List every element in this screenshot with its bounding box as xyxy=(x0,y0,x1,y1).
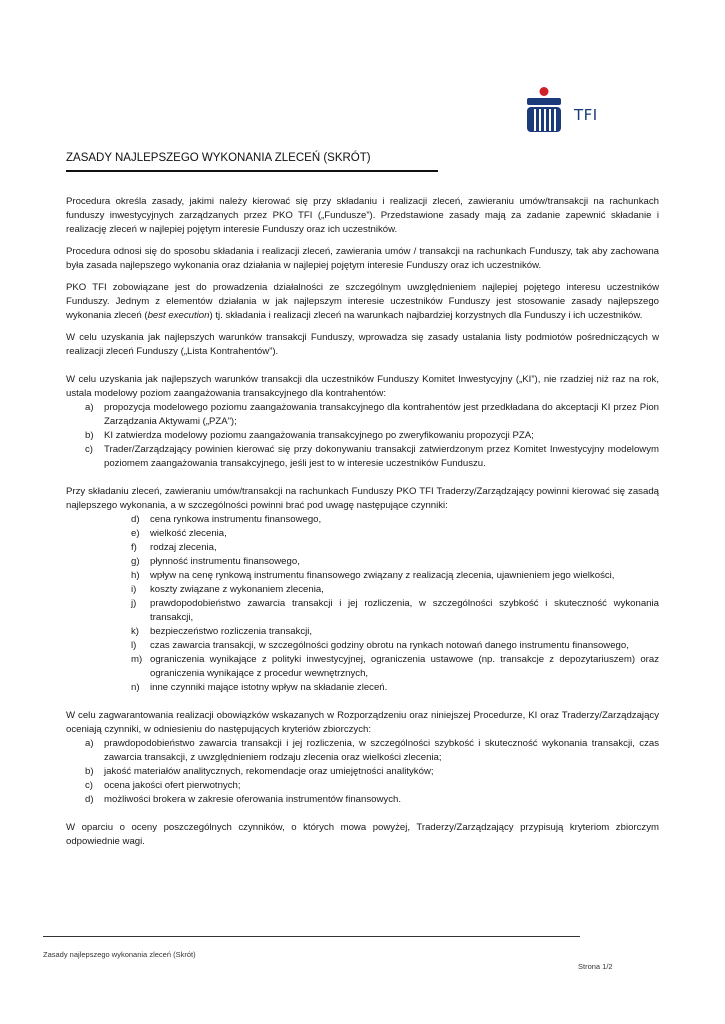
document-body xyxy=(66,195,659,857)
paragraph-weights: W oparciu o oceny poszczególnych czynników, o których mowa powyżej, Traderzy/Zarządzający przypisują kryteriom zbiorczym odpowiednie wagi. xyxy=(66,822,659,847)
paragraph-committee: W celu uzyskania jak najlepszych warunków transakcji dla uczestników Funduszy Komitet Inwestycyjny („KI”), nie rzadziej niż raz na rok, ustala modelowy poziom zaangażowania transakcyjnego dla kontrahentów: xyxy=(66,374,659,399)
list-item: c) Trader/Zarządzający powinien kierować się przy dokonywaniu transakcji zatwierdzonym przez Komitet Inwestycyjny modelowym poziomem zaangażowania transakcyjnego, jeśli jest to w interesie uczestników Funduszu. xyxy=(85,444,659,469)
paragraph-best-execution: PKO TFI zobowiązane jest do prowadzenia działalności ze szczególnym uwzględnieniem najlepiej pojętego interesu uczestników Funduszy. Jednym z elementów działania w jak najlepszym interesie uczestników Funduszy jest stosowanie zasady najlepszego wykonania zleceń (best execution) tj. składania i realizacji zleceń na warunkach najbardziej korzystnych dla Funduszy i ich uczestników. xyxy=(66,282,659,321)
page-number: Strona 1/2 xyxy=(578,962,613,971)
best-execution-term: best execution xyxy=(147,310,210,321)
list-item: i) koszty związane z wykonaniem zlecenia, xyxy=(131,584,324,595)
list-item: a) propozycja modelowego poziomu zaangażowania transakcyjnego dla kontrahentów jest przedkładana do akceptacji KI przez Pion Zarządzania Aktywami („PZA”); xyxy=(85,402,659,427)
footer-divider xyxy=(43,936,580,937)
list-item: b) jakość materiałów analitycznych, rekomendacje oraz umiejętności analityków; xyxy=(85,766,434,777)
list-item: h) wpływ na cenę rynkową instrumentu finansowego związany z realizacją zlecenia, ujawnieniem jego wielkości, xyxy=(131,570,615,581)
list-item: b) KI zatwierdza modelowy poziomu zaangażowania transakcyjnego po zweryfikowaniu propozycji PZA; xyxy=(85,430,534,441)
logo-text: TFI xyxy=(574,106,598,124)
paragraph-intro: Procedura określa zasady, jakimi należy kierować się przy składaniu i realizacji zleceń, zawieraniu umów/transakcji na rachunkach funduszy inwestycyjnych zarządzanych przez PKO TFI („Fundusze”). Przedstawione zasady mają za zadanie zapewnić składanie i realizację zleceń w najlepiej pojętym interesie Funduszy oraz ich uczestników. xyxy=(66,196,659,235)
committee-list xyxy=(85,401,659,471)
list-item: f) rodzaj zlecenia, xyxy=(131,542,217,553)
paragraph-criteria: W celu zagwarantowania realizacji obowiązków wskazanych w Rozporządzeniu oraz niniejszej Procedurze, KI oraz Traderzy/Zarządzający oceniają czynniki, w odniesieniu do następujących kryteriów zbiorczych: xyxy=(66,710,659,735)
page-title: ZASADY NAJLEPSZEGO WYKONANIA ZLECEŃ (SKRÓT) xyxy=(66,152,371,164)
list-item: d) cena rynkowa instrumentu finansowego, xyxy=(131,514,322,525)
paragraph-scope: Procedura odnosi się do sposobu składania i realizacji zleceń, zawierania umów / transakcji na rachunkach Funduszy, tak aby zachowana była zasada najlepszego wykonania oraz działania w najlepiej pojętym interesie Funduszy oraz ich uczestników. xyxy=(66,246,659,271)
list-item: n) inne czynniki mające istotny wpływ na składanie zleceń. xyxy=(131,682,388,693)
list-item: l) czas zawarcia transakcji, w szczególności godziny obrotu na rynkach notowań danego instrumentu finansowego, xyxy=(131,640,629,651)
title-underline xyxy=(66,170,438,172)
list-item: g) płynność instrumentu finansowego, xyxy=(131,556,300,567)
list-item: c) ocena jakości ofert pierwotnych; xyxy=(85,780,241,791)
factors-list xyxy=(131,513,659,695)
list-item: e) wielkość zlecenia, xyxy=(131,528,227,539)
criteria-list xyxy=(85,737,659,807)
list-item: j) prawdopodobieństwo zawarcia transakcji i jej rozliczenia, w szczególności szybkość i skuteczność wykonania transakcji, xyxy=(131,598,659,623)
paragraph-counterparty-list: W celu uzyskania jak najlepszych warunków transakcji Funduszy, wprowadza się zasady ustalania listy podmiotów pośredniczących w realizacji zleceń Funduszy („Lista Kontrahentów”). xyxy=(66,332,659,357)
list-item: m) ograniczenia wynikające z polityki inwestycyjnej, ograniczenia ustawowe (np. transakcje z depozytariuszem) oraz ograniczenia wynikające z procedur wewnętrznych, xyxy=(131,654,659,679)
footer-document-title: Zasady najlepszego wykonania zleceń (Skrót) xyxy=(43,950,196,959)
list-item: k) bezpieczeństwo rozliczenia transakcji, xyxy=(131,626,313,637)
list-item: d) możliwości brokera w zakresie oferowania instrumentów finansowych. xyxy=(85,794,401,805)
paragraph-factors: Przy składaniu zleceń, zawieraniu umów/transakcji na rachunkach Funduszy PKO TFI Traderzy/Zarządzający powinni kierować się zasadą najlepszego wykonania, a w szczególności powinni brać pod uwagę następujące czynniki: xyxy=(66,486,659,511)
list-item: a) prawdopodobieństwo zawarcia transakcji i jej rozliczenia, w szczególności szybkość i skuteczność wykonania transakcji, czas zawarcia transakcji, z uwzględnieniem rodzaju zlecenia oraz wielkości zlecenia; xyxy=(85,738,659,763)
